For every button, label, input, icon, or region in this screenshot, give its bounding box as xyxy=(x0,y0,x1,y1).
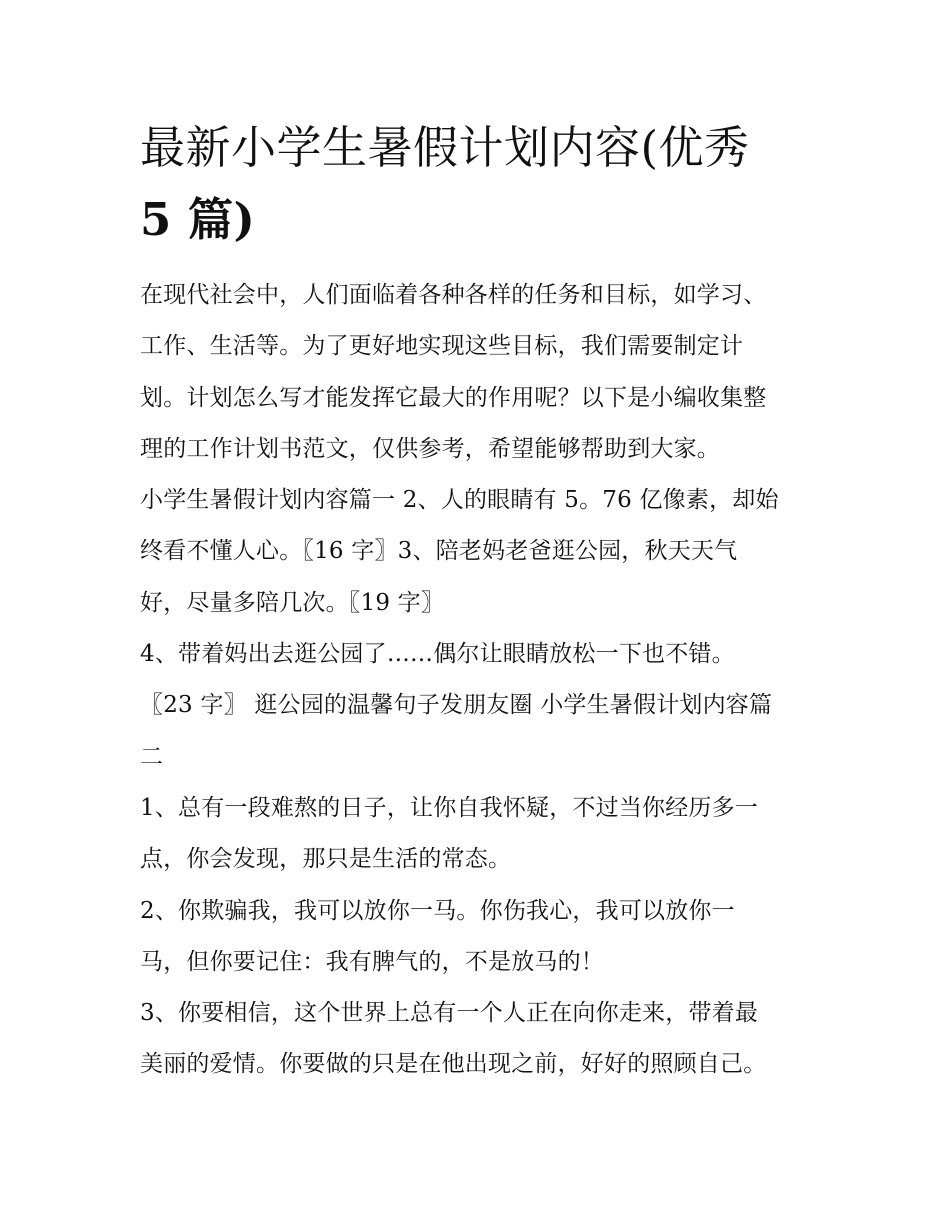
document-content xyxy=(140,112,820,1091)
paragraph-item-3 xyxy=(140,988,820,1091)
paragraph-item-4 xyxy=(140,629,820,783)
paragraph-line: 〖23 字〗 逛公园的温馨句子发朋友圈 小学生暑假计划内容篇 xyxy=(140,692,773,719)
paragraph-intro xyxy=(140,270,820,475)
paragraph-line: 1、总有一段难熬的日子，让你自我怀疑，不过当你经历多一 xyxy=(140,794,759,821)
document-title xyxy=(140,112,820,256)
paragraph-line: 二 xyxy=(140,743,164,770)
paragraph-line: 4、带着妈出去逛公园了……偶尔让眼睛放松一下也不错。 xyxy=(140,641,735,668)
paragraph-line: 3、你要相信，这个世界上总有一个人正在向你走来，带着最 xyxy=(140,1000,759,1027)
paragraph-line: 理的工作计划书范文，仅供参考，希望能够帮助到大家。 xyxy=(140,435,720,462)
paragraph-line: 美丽的爱情。你要做的只是在他出现之前，好好的照顾自己。 xyxy=(140,1051,767,1078)
paragraph-line: 2、你欺骗我，我可以放你一马。你伤我心，我可以放你一 xyxy=(140,897,735,924)
title-line-1: 最新小学生暑假计划内容(优秀 xyxy=(140,121,750,174)
paragraph-item-1 xyxy=(140,783,820,886)
paragraph-line: 马，但你要记住：我有脾气的，不是放马的！ xyxy=(140,948,604,975)
paragraph-line: 点，你会发现，那只是生活的常态。 xyxy=(140,846,512,873)
paragraph-line: 终看不懂人心。〖16 字〗3、陪老妈老爸逛公园，秋天天气 xyxy=(140,538,738,565)
paragraph-item-2 xyxy=(140,886,820,989)
paragraph-section-1 xyxy=(140,475,820,629)
paragraph-line: 好，尽量多陪几次。〖19 字〗 xyxy=(140,589,445,616)
paragraph-line: 工作、生活等。为了更好地实现这些目标，我们需要制定计 xyxy=(140,333,744,360)
title-line-2: 5 篇) xyxy=(140,193,256,246)
paragraph-line: 划。计划怎么写才能发挥它最大的作用呢？以下是小编收集整 xyxy=(140,384,767,411)
paragraph-line: 小学生暑假计划内容篇一 2、人的眼睛有 5。76 亿像素，却始 xyxy=(140,487,779,514)
paragraph-line: 在现代社会中，人们面临着各种各样的任务和目标，如学习、 xyxy=(140,282,767,308)
